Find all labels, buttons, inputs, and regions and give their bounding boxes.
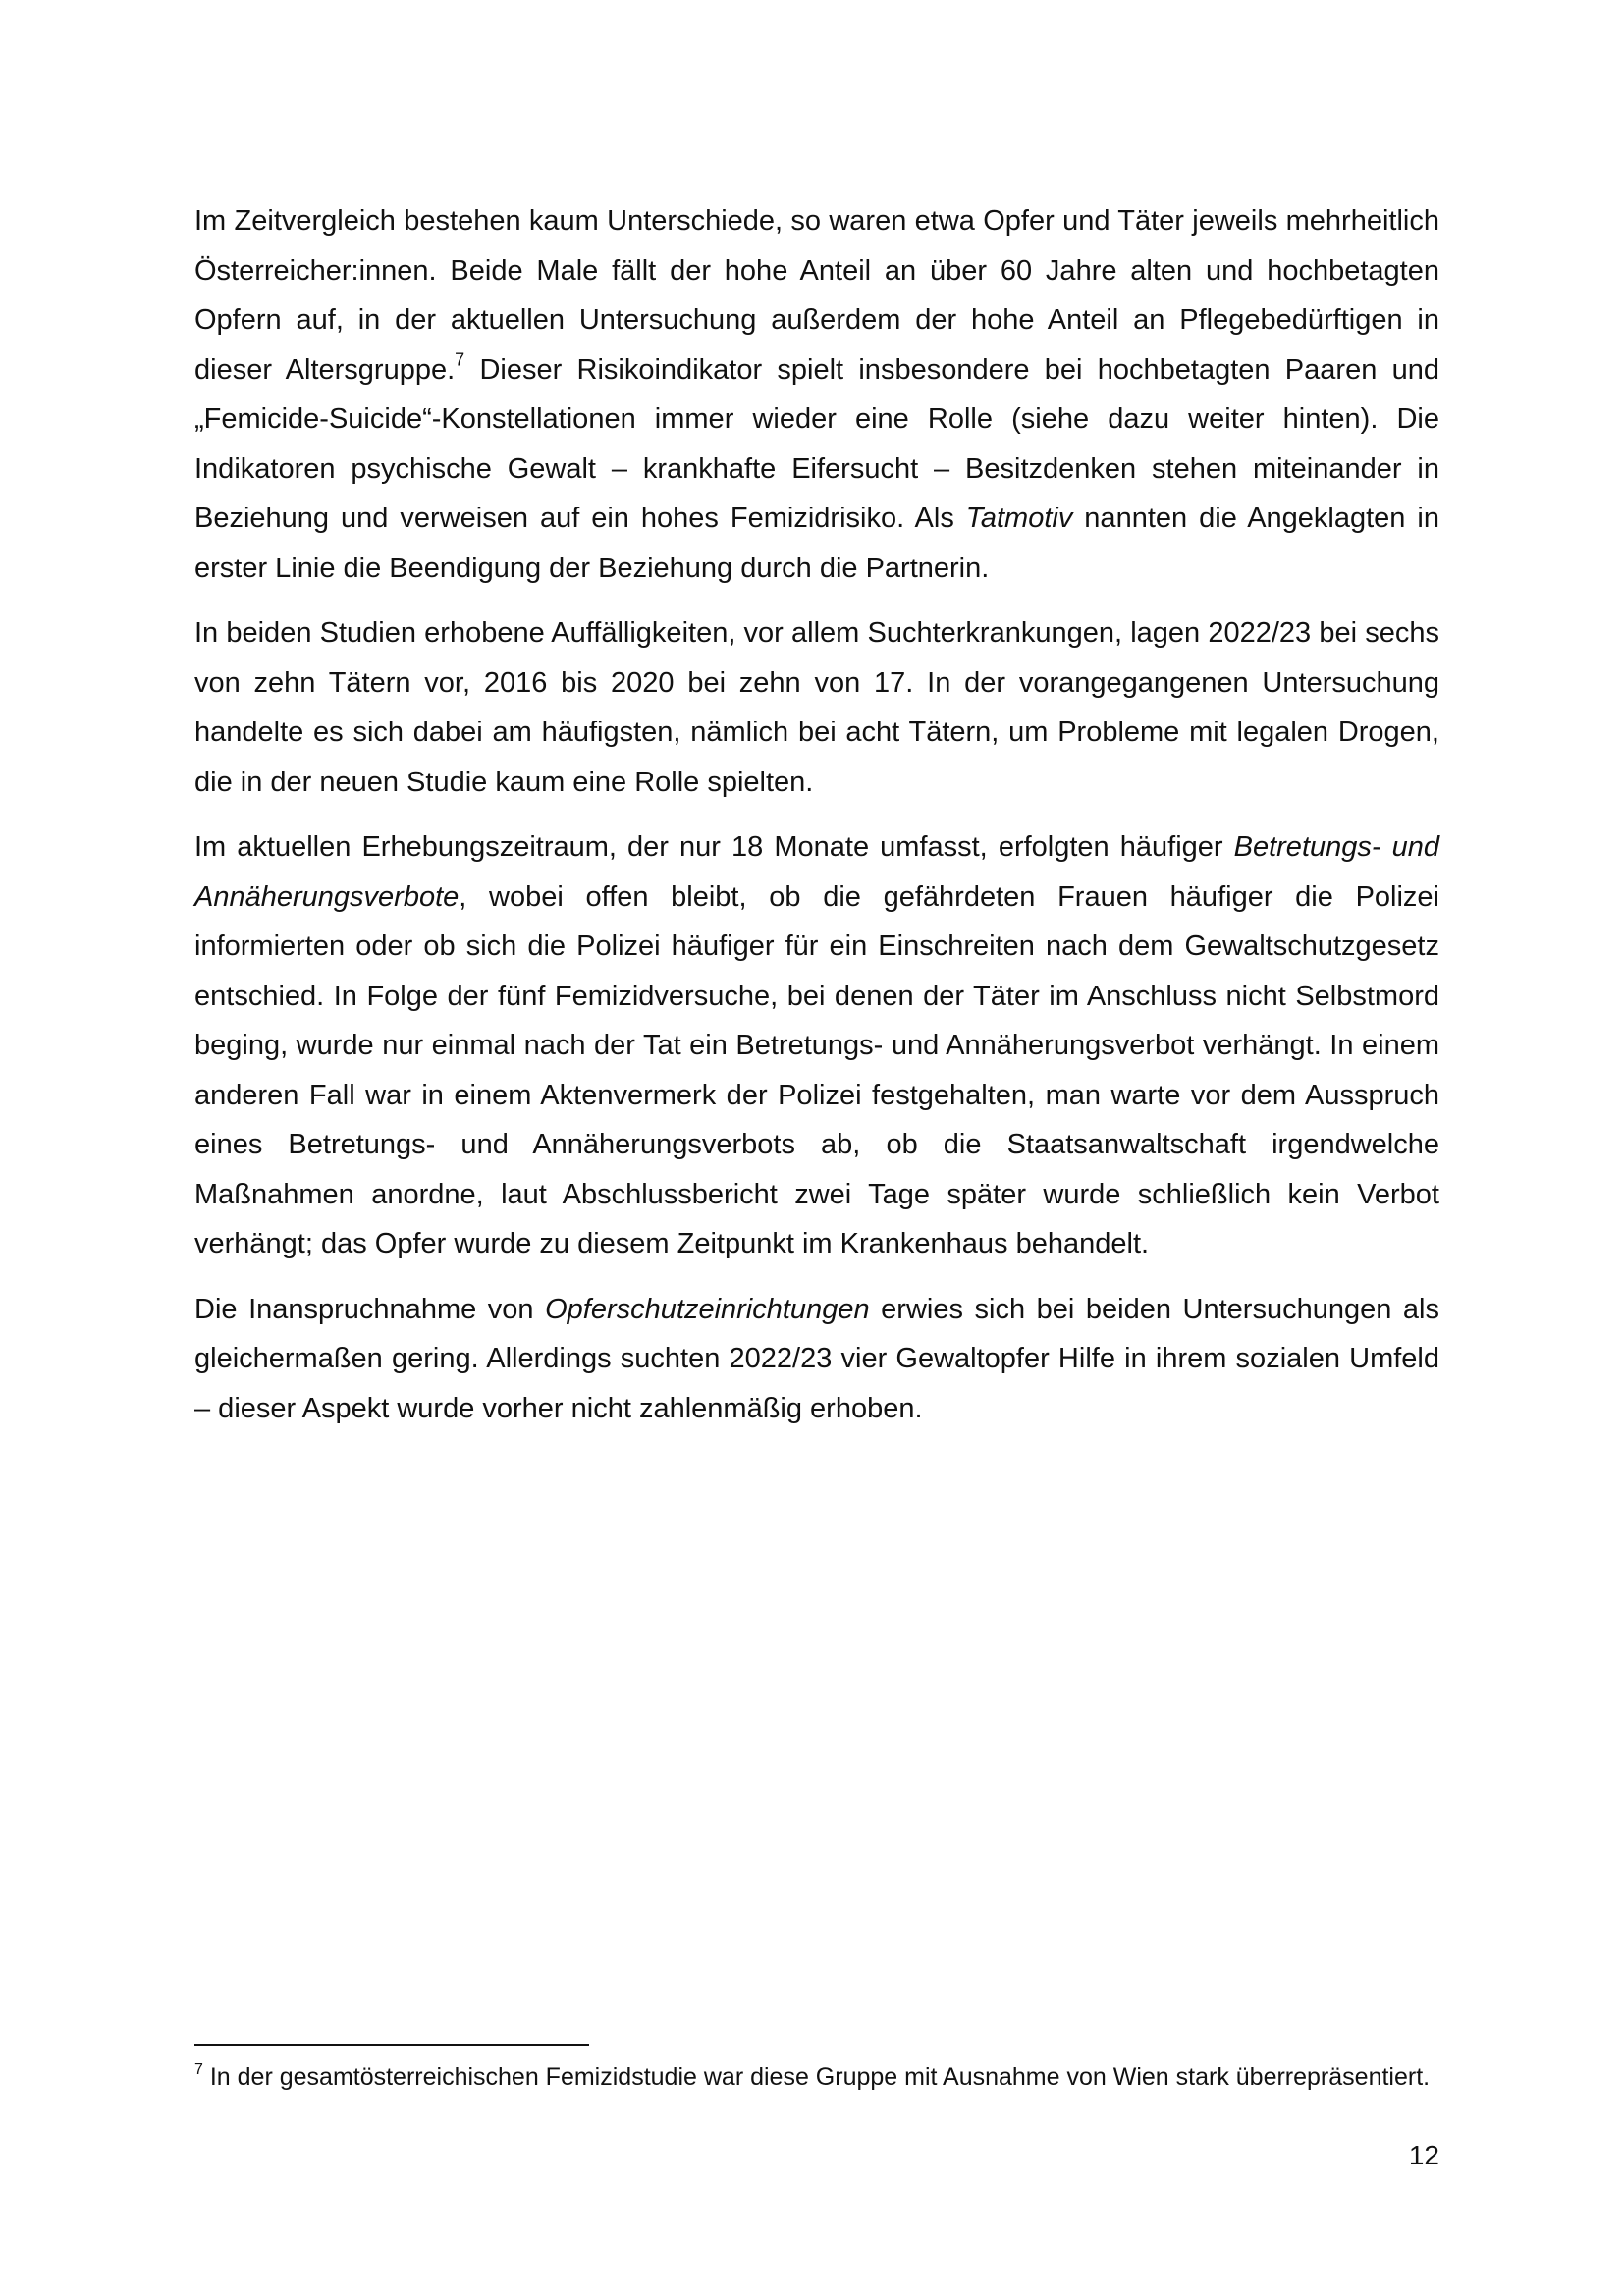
paragraph-text: Im Zeitvergleich bestehen kaum Unterschiede, so waren etwa Opfer und Täter jeweils mehrheitlich Österreicher:innen. Beide Male fällt der hohe Anteil an über 60 Jahre alten und hochbetagten Opfern auf, in der aktuellen Untersuchung außerdem der hohe Anteil an Pflegebedürftigen in dieser Altersgruppe. xyxy=(194,205,1439,386)
paragraph-text: Die Inanspruchnahme von xyxy=(194,1293,546,1325)
body-text xyxy=(194,196,1439,1449)
paragraph-text: In beiden Studien erhobene Auffälligkeiten, vor allem Suchterkrankungen, lagen 2022/23 bei sechs von zehn Tätern vor, 2016 bis 2020 bei zehn von 17. In der vorangegangenen Untersuchung handelte es sich dabei am häufigsten, nämlich bei acht Tätern, um Probleme mit legalen Drogen, die in der neuen Studie kaum eine Rolle spielten. xyxy=(194,617,1439,798)
emphasis-term: Betretungs- und Annäherungsverbote xyxy=(194,831,1439,913)
paragraph-time-comparison xyxy=(194,196,1439,593)
paragraph-text: , wobei offen bleibt, ob die gefährdeten Frauen häufiger die Polizei informierten oder ob sich die Polizei häufiger für ein Einschreiten nach dem Gewaltschutzgesetz entschied. In Folge der fünf Femizidversuche, bei denen der Täter im Anschluss nicht Selbstmord beging, wurde nur einmal nach der Tat ein Betretungs- und Annäherungsverbot verhängt. In einem anderen Fall war in einem Aktenvermerk der Polizei festgehalten, man warte vor dem Ausspruch eines Betretungs- und Annäherungsverbots ab, ob die Staatsanwaltschaft irgendwelche Maßnahmen anordne, laut Abschlussbericht zwei Tage später wurde schließlich kein Verbot verhängt; das Opfer wurde zu diesem Zeitpunkt im Krankenhaus behandelt. xyxy=(194,881,1439,1259)
footnote xyxy=(194,2057,1439,2098)
paragraph-text: Dieser Risikoindikator spielt insbesondere bei hochbetagten Paaren und „Femicide-Suicide“-Konstellationen immer wieder eine Rolle (siehe dazu weiter hinten). Die Indikatoren psychische Gewalt – krankhafte Eifersucht – Besitzdenken stehen miteinander in Beziehung und verweisen auf ein hohes Femizidrisiko. Als xyxy=(194,353,1439,534)
footnote-text: In der gesamtösterreichischen Femizidstudie war diese Gruppe mit Ausnahme von Wien stark überrepräsentiert. xyxy=(202,2063,1431,2091)
paragraph-restraining-orders xyxy=(194,823,1439,1269)
footnote-marker: 7 xyxy=(194,2060,203,2078)
emphasis-term: Opferschutzeinrichtungen xyxy=(545,1293,870,1325)
page-number: 12 xyxy=(1408,2140,1439,2170)
paragraph-text: nannten die Angeklagten in erster Linie die Beendigung der Beziehung durch die Partnerin. xyxy=(194,503,1439,584)
paragraph-text: erwies sich bei beiden Untersuchungen als gleichermaßen gering. Allerdings suchten 2022/23 vier Gewaltopfer Hilfe in ihrem sozialen Umfeld – dieser Aspekt wurde vorher nicht zahlenmäßig erhoben. xyxy=(194,1293,1439,1424)
footnote-reference: 7 xyxy=(455,349,465,369)
paragraph-addiction xyxy=(194,609,1439,807)
footnote-separator xyxy=(194,2044,589,2046)
paragraph-victim-protection xyxy=(194,1285,1439,1434)
paragraph-text: Im aktuellen Erhebungszeitraum, der nur 18 Monate umfasst, erfolgten häufiger xyxy=(194,831,1234,863)
emphasis-term: Tatmotiv xyxy=(965,503,1073,534)
